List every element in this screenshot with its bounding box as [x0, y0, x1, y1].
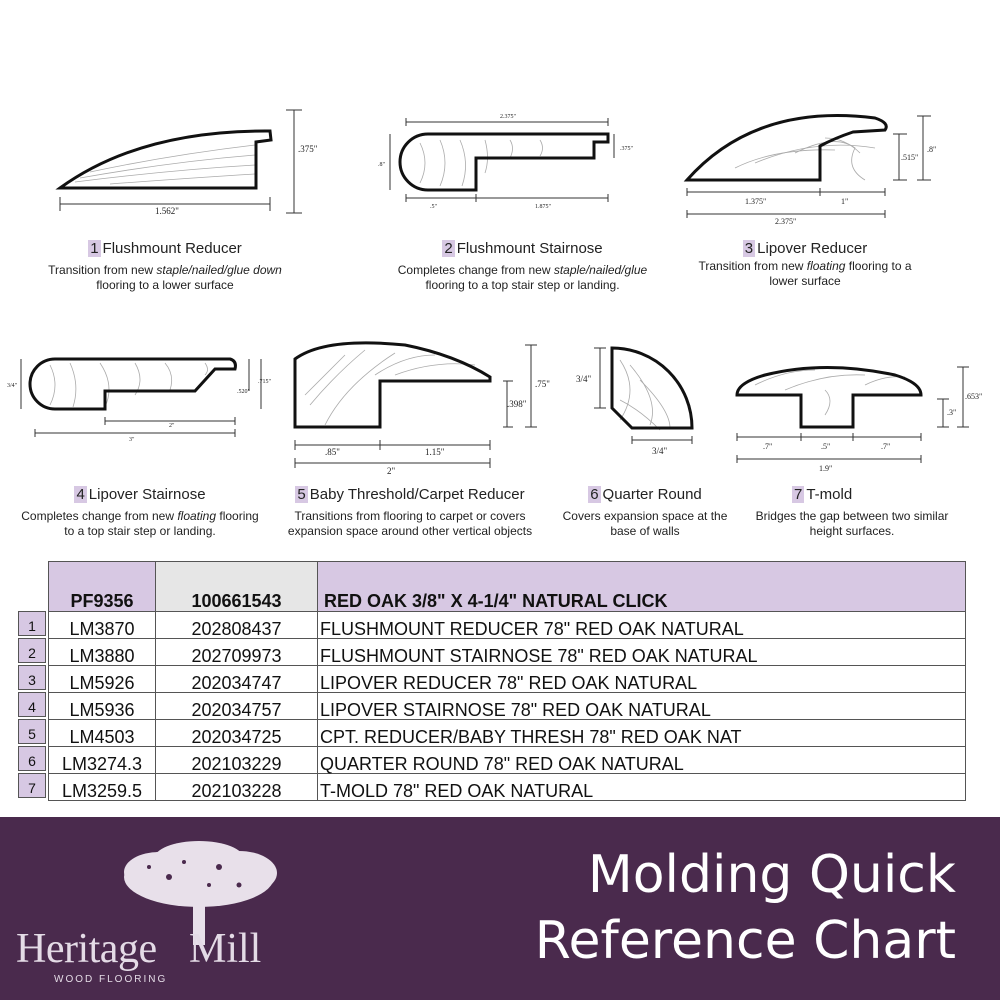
- profile-outline: [295, 343, 490, 427]
- description-segment: flooring to a top stair step or landing.: [425, 278, 620, 292]
- table-row: [49, 639, 966, 666]
- sku-cell: LM5936: [49, 693, 156, 720]
- header-cell: RED OAK 3/8" X 4-1/4" NATURAL CLICK: [318, 562, 966, 612]
- lipover-reducer-diagram: [675, 108, 955, 228]
- description-segment: floating: [177, 509, 217, 523]
- dim-total: 1.9": [819, 464, 833, 473]
- flushmount-stairnose-diagram: [370, 108, 650, 218]
- logo-word-mill: Mill: [189, 926, 262, 972]
- dim-lip: .375": [620, 146, 633, 152]
- logo-word-heritage: Heritage: [16, 926, 157, 972]
- description-segment: flooring to a top stair step or landing.: [64, 509, 259, 538]
- caption-lipover-reducer: [685, 240, 925, 289]
- table-row: [49, 666, 966, 693]
- caption-flushmount-reducer: [40, 240, 290, 293]
- profile-number-badge: 6: [590, 486, 599, 503]
- sku-cell: LM3259.5: [49, 774, 156, 801]
- profile-description: [40, 263, 290, 293]
- dim-b: .5": [821, 442, 831, 451]
- item-number-cell: 202103229: [156, 747, 318, 774]
- profile-name: Lipover Reducer: [757, 240, 868, 257]
- dim-a: .520": [237, 389, 250, 395]
- row-number-column: [18, 611, 48, 801]
- wood-grain: [50, 363, 208, 407]
- description-segment: floating: [806, 259, 846, 273]
- quarter-round-diagram: [570, 340, 710, 465]
- row-number-badge: 3: [18, 665, 46, 690]
- caption-t-mold: [752, 486, 952, 539]
- caption-baby-threshold: [275, 486, 545, 539]
- caption-quarter-round: [555, 486, 735, 539]
- title-line-2: Reference Chart: [534, 911, 956, 971]
- dim-c: .7": [881, 442, 891, 451]
- profile-outline: [687, 116, 886, 180]
- table-row: [49, 747, 966, 774]
- profile-outline: [737, 368, 921, 428]
- dim-height: 3/4": [576, 374, 592, 384]
- dim-height: .653": [965, 392, 983, 401]
- profile-number-badge: 3: [744, 240, 754, 257]
- table-row: [49, 774, 966, 801]
- profile-number-badge: 2: [444, 240, 453, 257]
- dim-left: 3/4": [7, 383, 18, 389]
- item-number-cell: 202034757: [156, 693, 318, 720]
- dim-b: 1.15": [425, 447, 445, 457]
- dim-total: 3": [129, 437, 135, 443]
- description-segment: down: [253, 263, 282, 277]
- item-number-cell: 202808437: [156, 612, 318, 639]
- dim-total: 2.375": [775, 217, 797, 226]
- wood-grain: [755, 370, 905, 415]
- baby-threshold-diagram: [285, 335, 555, 480]
- dim-a: .5": [430, 204, 437, 210]
- table-row: [49, 720, 966, 747]
- dim-b: 1": [841, 197, 849, 206]
- table-header-row: [49, 562, 966, 612]
- profile-description: [380, 263, 665, 293]
- description-segment: Bridges the gap between two similar height surfaces.: [755, 509, 949, 538]
- profile-description: [20, 509, 260, 539]
- dim-b: 1.875": [535, 204, 551, 210]
- profile-description: [275, 509, 545, 539]
- heritage-mill-logo: [14, 837, 304, 997]
- description-segment: staple/nailed/glue: [156, 263, 250, 277]
- profile-outline: [60, 131, 271, 188]
- description-cell: FLUSHMOUNT REDUCER 78" RED OAK NATURAL: [318, 612, 966, 639]
- dim-inner: .398": [507, 399, 527, 409]
- description-segment: Transition from new: [48, 263, 157, 277]
- description-cell: CPT. REDUCER/BABY THRESH 78" RED OAK NAT: [318, 720, 966, 747]
- row-number-badge: 4: [18, 692, 46, 717]
- description-segment: Transition from new: [698, 259, 807, 273]
- row-number-badge: 1: [18, 611, 46, 636]
- wood-grain: [305, 350, 475, 425]
- header-cell: PF9356: [49, 562, 156, 612]
- profile-number-badge: 1: [90, 240, 99, 257]
- profile-name: Quarter Round: [602, 486, 702, 503]
- description-segment: staple/nailed/glue: [553, 263, 648, 277]
- t-mold-diagram: [725, 355, 995, 475]
- description-segment: Completes change from new: [397, 263, 554, 277]
- caption-lipover-stairnose: [20, 486, 260, 539]
- flushmount-reducer-diagram: [50, 100, 330, 220]
- sku-cell: LM4503: [49, 720, 156, 747]
- sku-cell: LM5926: [49, 666, 156, 693]
- profile-number-badge: 5: [297, 486, 306, 503]
- description-segment: Transitions from flooring to carpet or covers expansion space around other vertical objects: [287, 509, 533, 538]
- dim-a: 1.375": [745, 197, 767, 206]
- dim-a: .7": [763, 442, 773, 451]
- page-title: [535, 842, 956, 974]
- item-number-cell: 202034747: [156, 666, 318, 693]
- logo-tagline: WOOD FLOORING: [54, 974, 168, 985]
- profile-name: T-mold: [806, 486, 853, 503]
- profile-description: [555, 509, 735, 539]
- wood-grain: [620, 360, 670, 430]
- table-row: [49, 693, 966, 720]
- dim-total: 2": [387, 466, 396, 476]
- dim-inner: 2": [169, 423, 175, 429]
- description-cell: QUARTER ROUND 78" RED OAK NATURAL: [318, 747, 966, 774]
- sku-cell: LM3880: [49, 639, 156, 666]
- lipover-stairnose-diagram: [5, 345, 275, 445]
- row-number-badge: 6: [18, 746, 46, 771]
- row-number-badge: 7: [18, 773, 46, 798]
- description-cell: LIPOVER REDUCER 78" RED OAK NATURAL: [318, 666, 966, 693]
- item-number-cell: 202103228: [156, 774, 318, 801]
- dim-height: .8": [378, 162, 385, 168]
- caption-flushmount-stairnose: [380, 240, 665, 293]
- dim-width: 3/4": [652, 446, 668, 456]
- profile-outline: [30, 359, 235, 409]
- wood-grain: [735, 138, 875, 180]
- dim-height: .8": [927, 145, 937, 154]
- item-number-cell: 202034725: [156, 720, 318, 747]
- profile-name: Flushmount Reducer: [102, 240, 242, 257]
- wood-grain: [420, 140, 543, 186]
- title-line-1: Molding Quick: [587, 845, 956, 905]
- profile-number-badge: 4: [76, 486, 85, 503]
- description-segment: Completes change from new: [21, 509, 178, 523]
- item-number-cell: 202709973: [156, 639, 318, 666]
- profile-number-badge: 7: [794, 486, 803, 503]
- table-row: [49, 612, 966, 639]
- dim-total: 2.375": [500, 114, 516, 120]
- description-segment: Covers expansion space at the base of walls: [562, 509, 728, 538]
- dim-height: .75": [535, 379, 550, 389]
- profile-name: Lipover Stairnose: [88, 486, 206, 503]
- header-cell: 100661543: [156, 562, 318, 612]
- description-cell: FLUSHMOUNT STAIRNOSE 78" RED OAK NATURAL: [318, 639, 966, 666]
- sku-table-grid: [48, 561, 966, 801]
- profile-name: Flushmount Stairnose: [456, 240, 603, 257]
- description-cell: LIPOVER STAIRNOSE 78" RED OAK NATURAL: [318, 693, 966, 720]
- dim-stem: .3": [947, 408, 957, 417]
- profile-name: Baby Threshold/Carpet Reducer: [309, 486, 525, 503]
- description-segment: flooring to a lower surface: [769, 259, 912, 288]
- description-segment: flooring to a lower surface: [96, 278, 234, 292]
- profile-outline: [400, 134, 608, 190]
- sku-table: [18, 561, 968, 804]
- description-cell: T-MOLD 78" RED OAK NATURAL: [318, 774, 966, 801]
- dim-a: .85": [325, 447, 340, 457]
- row-number-badge: 2: [18, 638, 46, 663]
- row-number-badge: 5: [18, 719, 46, 744]
- footer-banner: [0, 817, 1000, 1000]
- dim-width: 1.562": [155, 206, 179, 216]
- profile-description: [752, 509, 952, 539]
- dim-inner: .515": [901, 153, 919, 162]
- dim-height: .375": [298, 144, 318, 154]
- profile-description: [685, 259, 925, 289]
- sku-cell: LM3870: [49, 612, 156, 639]
- dim-b: .715": [258, 379, 271, 385]
- sku-cell: LM3274.3: [49, 747, 156, 774]
